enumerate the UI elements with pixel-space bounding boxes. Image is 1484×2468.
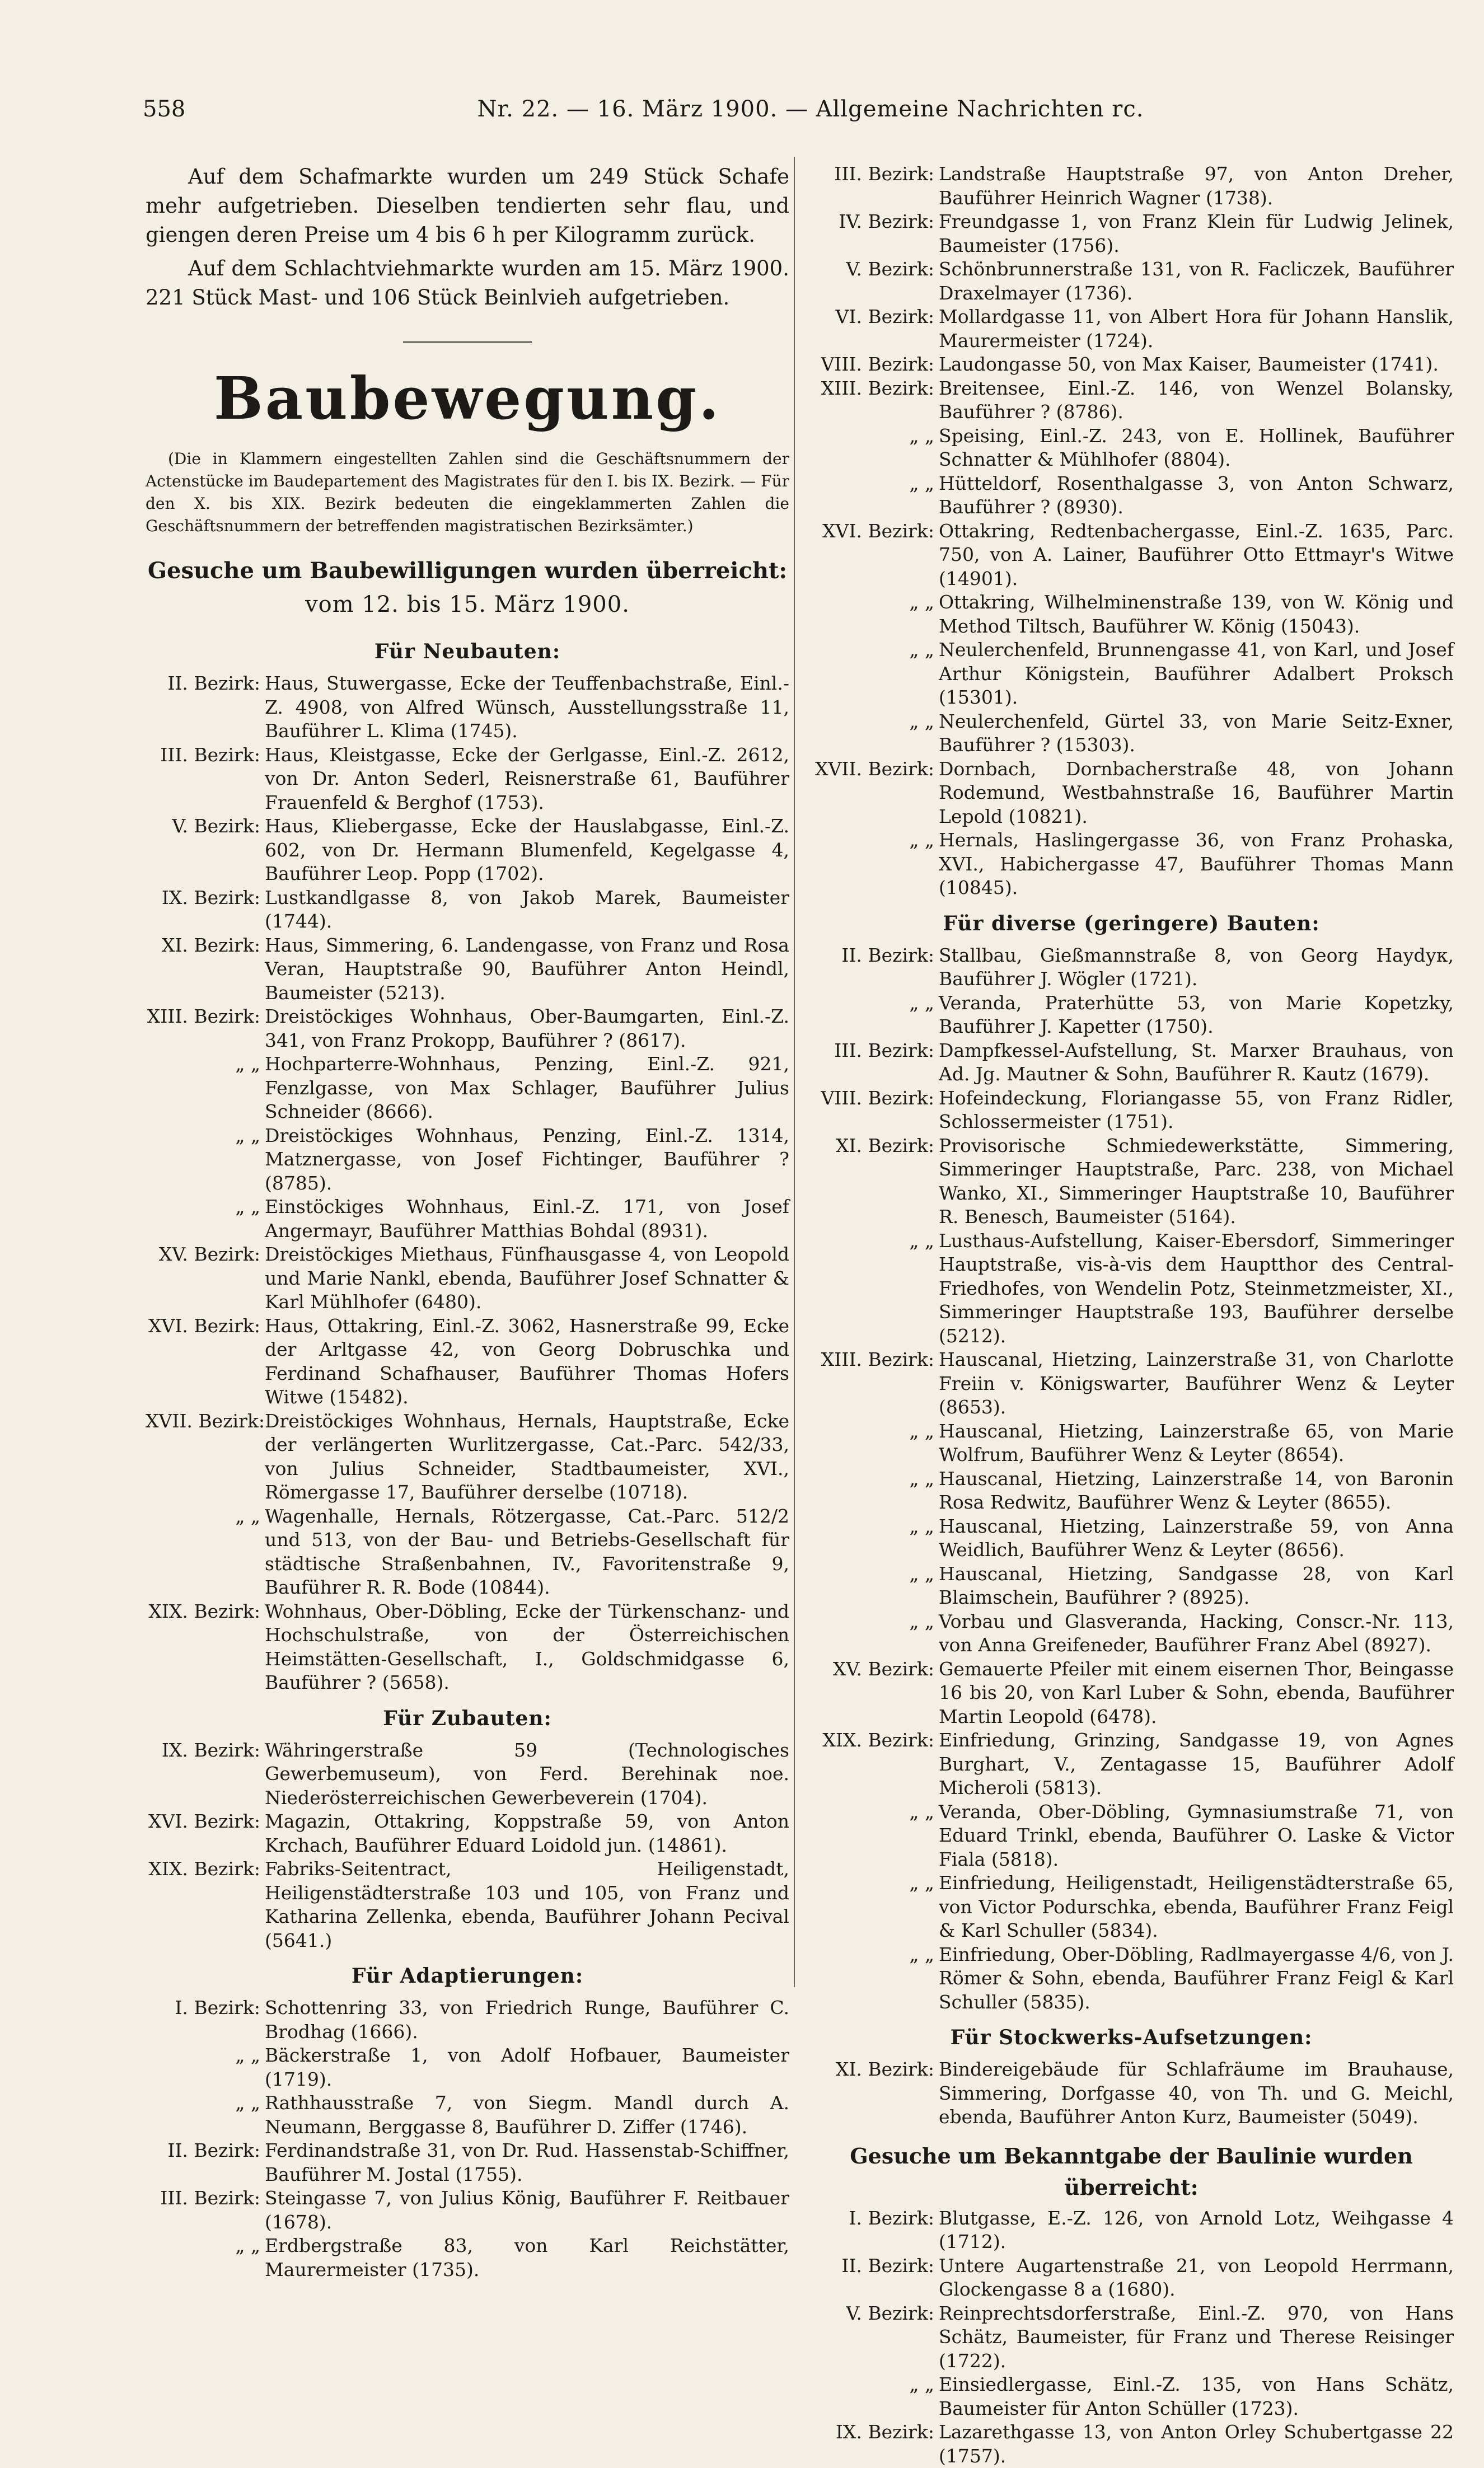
entry-text: Freundgasse 1, von Franz Klein für Ludwig Jelinek, Baumeister (1756). (939, 210, 1454, 257)
entry-text: Haus, Ottakring, Einl.-Z. 3062, Hasnerstraße 99, Ecke der Arltgasse 42, von Georg Dobruschka und Ferdinand Schafhauser, Bauführer Thomas Hofers Witwe (15482). (265, 1314, 789, 1409)
entry-text: Ferdinandstraße 31, von Dr. Rud. Hassenstab-Schiffner, Bauführer M. Jostal (1755). (265, 2139, 789, 2186)
district-label: XIX. Bezirk: (809, 1729, 939, 1753)
entry-text: Währingerstraße 59 (Technologisches Gewerbemuseum), von Ferd. Berehinak noe. Niederösterreichischen Gewerbeverein (1704). (265, 1739, 789, 1810)
district-label: II. Bezirk: (146, 672, 265, 696)
list-item (809, 2207, 1454, 2254)
entry-text: Neulerchenfeld, Brunnengasse 41, von Karl, und Josef Arthur Königstein, Bauführer Adalbert Proksch (15301). (939, 638, 1454, 710)
list-item (146, 2234, 789, 2282)
district-label: V. Bezirk: (146, 814, 265, 839)
list-item (146, 886, 789, 934)
list-item (809, 757, 1454, 829)
list-item (146, 934, 789, 1005)
district-label: „ „ (809, 991, 939, 1015)
entry-text: Haus, Stuwergasse, Ecke der Teuffenbachstraße, Einl.-Z. 4908, von Alfred Wünsch, Ausstellungsstraße 11, Bauführer L. Klima (1745). (265, 672, 789, 743)
district-label: XIII. Bezirk: (809, 1348, 939, 1372)
list-item (146, 1052, 789, 1124)
entry-text: Breitensee, Einl.-Z. 146, von Wenzel Bolansky, Bauführer ? (8786). (939, 377, 1454, 424)
district-label: IV. Bezirk: (809, 210, 939, 234)
district-label: I. Bezirk: (809, 2207, 939, 2231)
entry-text: Hauscanal, Hietzing, Lainzerstraße 65, von Marie Wolfrum, Bauführer Wenz & Leyter (8654). (939, 1420, 1454, 1467)
entry-text: Reinprechtsdorferstraße, Einl.-Z. 970, von Hans Schätz, Baumeister, für Franz und Therese Reisinger (1722). (939, 2302, 1454, 2373)
district-label: VIII. Bezirk: (809, 353, 939, 377)
list-item (146, 1005, 789, 1052)
district-label: „ „ (146, 2234, 265, 2258)
district-label: II. Bezirk: (146, 2139, 265, 2163)
list-item (146, 1739, 789, 1810)
district-label: „ „ (146, 1124, 265, 1148)
list-item (809, 472, 1454, 519)
entry-text: Wohnhaus, Ober-Döbling, Ecke der Türkenschanz- und Hochschulstraße, von der Österreichischen Heimstätten-Gesellschaft, I., Goldschmidgasse 6, Bauführer ? (5658). (265, 1600, 789, 1695)
entry-text: Dreistöckiges Wohnhaus, Penzing, Einl.-Z. 1314, Matznergasse, von Josef Fichtinger, Bauführer ? (8785). (265, 1124, 789, 1196)
district-label: III. Bezirk: (146, 743, 265, 767)
subsection-heading-neubauten: Für Neubauten: (146, 637, 789, 666)
page-header (143, 84, 1372, 134)
entry-text: Hauscanal, Hietzing, Lainzerstraße 59, von Anna Weidlich, Bauführer Wenz & Leyter (8656). (939, 1515, 1454, 1562)
district-label: „ „ (809, 424, 939, 448)
entry-text: Bindereigebäude für Schlafräume im Brauhause, Simmering, Dorfgasse 40, von Th. und G. Meichl, ebenda, Bauführer Anton Kurz, Baumeister (5049). (939, 2058, 1454, 2129)
list-item (809, 591, 1454, 638)
entry-text: Dreistöckiges Miethaus, Fünfhausgasse 4, von Leopold und Marie Nankl, ebenda, Bauführer Josef Schnatter & Karl Mühlhofer (6480). (265, 1243, 789, 1314)
entry-text: Schottenring 33, von Friedrich Runge, Bauführer C. Brodhag (1666). (265, 1996, 789, 2044)
subsection-heading-diverse: Für diverse (geringere) Bauten: (809, 909, 1454, 938)
district-label: „ „ (809, 1229, 939, 1253)
entry-text: Dornbach, Dornbacherstraße 48, von Johann Rodemund, Westbahnstraße 16, Bauführer Martin Lepold (10821). (939, 757, 1454, 829)
district-label: „ „ (809, 1800, 939, 1824)
entry-text: Untere Augartenstraße 21, von Leopold Herrmann, Glockengasse 8 a (1680). (939, 2254, 1454, 2302)
entry-text: Dreistöckiges Wohnhaus, Hernals, Hauptstraße, Ecke der verlängerten Wurlitzergasse, Cat.-Parc. 542/33, von Julius Schneider, Stadtbaumeister, XVI., Römergasse 17, Bauführer derselbe (10718). (265, 1409, 789, 1505)
entry-text: Einfriedung, Ober-Döbling, Radlmayergasse 4/6, von J. Römer & Sohn, ebenda, Bauführer Franz Feigl & Karl Schuller (5835). (939, 1943, 1454, 2015)
entry-text: Einsiedlergasse, Einl.-Z. 135, von Hans Schätz, Baumeister für Anton Schüller (1723). (939, 2373, 1454, 2420)
list-item (146, 1124, 789, 1196)
zubauten-list (146, 1739, 789, 1953)
district-label: „ „ (146, 2091, 265, 2115)
district-label: IX. Bezirk: (809, 2420, 939, 2444)
entry-text: Steingasse 7, von Julius König, Bauführer F. Reitbauer (1678). (265, 2186, 789, 2234)
list-item (809, 519, 1454, 591)
district-label: XIX. Bezirk: (146, 1857, 265, 1881)
district-label: „ „ (809, 828, 939, 853)
list-item (146, 1409, 789, 1505)
district-label: XVI. Bezirk: (809, 519, 939, 544)
entry-text: Lustkandlgasse 8, von Jakob Marek, Baumeister (1744). (265, 886, 789, 934)
entry-text: Hernals, Haslingergasse 36, von Franz Prohaska, XVI., Habichergasse 47, Bauführer Thomas Mann (10845). (939, 828, 1454, 900)
district-label: XIX. Bezirk: (146, 1600, 265, 1624)
list-item (809, 2420, 1454, 2468)
list-item (146, 743, 789, 815)
entry-text: Gemauerte Pfeiler mit einem eisernen Thor, Beingasse 16 bis 20, von Karl Luber & Sohn, ebenda, Bauführer Martin Leopold (6478). (939, 1657, 1454, 1729)
left-column (146, 162, 789, 1964)
district-label: „ „ (809, 2373, 939, 2397)
district-label: „ „ (809, 1420, 939, 1444)
entry-text: Magazin, Ottakring, Koppstraße 59, von Anton Krchach, Bauführer Eduard Loidold jun. (14861). (265, 1810, 789, 1857)
list-item (809, 424, 1454, 472)
entry-text: Lazarethgasse 13, von Anton Orley Schubertgasse 22 (1757). (939, 2420, 1454, 2468)
page-number: 558 (143, 96, 249, 122)
district-label: „ „ (809, 1871, 939, 1895)
list-item (809, 828, 1454, 900)
list-item (809, 1134, 1454, 1229)
district-label: XIII. Bezirk: (146, 1005, 265, 1029)
adaptierungen-continued-list (809, 162, 1454, 900)
entry-text: Hütteldorf, Rosenthalgasse 3, von Anton Schwarz, Bauführer ? (8930). (939, 472, 1454, 519)
list-item (809, 1420, 1454, 1467)
list-item (809, 1515, 1454, 1562)
entry-text: Wagenhalle, Hernals, Rötzergasse, Cat.-Parc. 512/2 und 513, von der Bau- und Betriebs-Gesellschaft für städtische Straßenbahnen, IV., Favoritenstraße 9, Bauführer R. R. Bode (10844). (265, 1505, 789, 1600)
entry-text: Hochparterre-Wohnhaus, Penzing, Einl.-Z. 921, Fenzlgasse, von Max Schlager, Bauführer Julius Schneider (8666). (265, 1052, 789, 1124)
diverse-list (809, 944, 1454, 2015)
district-label: „ „ (809, 472, 939, 496)
right-column (809, 162, 1454, 1964)
section-divider (403, 341, 532, 343)
entry-text: Hauscanal, Hietzing, Lainzerstraße 31, von Charlotte Freiin v. Königswarter, Bauführer Wenz & Leyter (8653). (939, 1348, 1454, 1420)
neubauten-list (146, 672, 789, 1695)
list-item (809, 1729, 1454, 1800)
entry-text: Provisorische Schmiedewerkstätte, Simmering, Simmeringer Hauptstraße, Parc. 238, von Michael Wanko, XI., Simmeringer Hauptstraße 10, Bauführer R. Benesch, Baumeister (5164). (939, 1134, 1454, 1229)
list-item (146, 1195, 789, 1243)
list-item (146, 1243, 789, 1314)
entry-text: Hofeindeckung, Floriangasse 55, von Franz Ridler, Schlossermeister (1751). (939, 1087, 1454, 1134)
entry-text: Haus, Kleistgasse, Ecke der Gerlgasse, Einl.-Z. 2612, von Dr. Anton Sederl, Reisnerstraße 61, Bauführer Frauenfeld & Berghof (1753). (265, 743, 789, 815)
district-label: „ „ (146, 1195, 265, 1219)
list-item (809, 2254, 1454, 2302)
list-item (809, 1610, 1454, 1657)
list-item (809, 2373, 1454, 2420)
baulinie-list (809, 2207, 1454, 2468)
list-item (809, 991, 1454, 1039)
entry-text: Vorbau und Glasveranda, Hacking, Conscr.-Nr. 113, von Anna Greifeneder, Bauführer Franz Abel (8927). (939, 1610, 1454, 1657)
entry-text: Bäckerstraße 1, von Adolf Hofbauer, Baumeister (1719). (265, 2044, 789, 2091)
entry-text: Landstraße Hauptstraße 97, von Anton Dreher, Bauführer Heinrich Wagner (1738). (939, 162, 1454, 210)
entry-text: Stallbau, Gießmannstraße 8, von Georg Haydук, Bauführer J. Wögler (1721). (939, 944, 1454, 991)
section-heading: Gesuche um Baubewilligungen wurden überreicht: (146, 555, 789, 587)
entry-text: Veranda, Praterhütte 53, von Marie Kopetzky, Bauführer J. Kapetter (1750). (939, 991, 1454, 1039)
section-title: Baubewegung. (146, 365, 789, 432)
list-item (146, 2139, 789, 2186)
column-divider (794, 157, 795, 1987)
district-label: VIII. Bezirk: (809, 1087, 939, 1111)
list-item (146, 2091, 789, 2139)
district-label: „ „ (809, 591, 939, 615)
intro-paragraph: Auf dem Schafmarkte wurden um 249 Stück Schafe mehr aufgetrieben. Dieselben tendierten sehr flau, und giengen deren Preise um 4 bis 6 h per Kilogramm zurück. (146, 162, 789, 250)
district-label: „ „ (809, 1467, 939, 1491)
entry-text: Ottakring, Wilhelminenstraße 139, von W. König und Method Tiltsch, Bauführer W. König (15043). (939, 591, 1454, 638)
list-item (809, 2058, 1454, 2129)
list-item (146, 1314, 789, 1409)
district-label: „ „ (809, 710, 939, 734)
district-label: XIII. Bezirk: (809, 377, 939, 401)
list-item (809, 305, 1454, 353)
list-item (809, 710, 1454, 757)
list-item (809, 257, 1454, 305)
entry-text: Dreistöckiges Wohnhaus, Ober-Baumgarten, Einl.-Z. 341, von Franz Prokopp, Bauführer ? (8617). (265, 1005, 789, 1052)
district-label: „ „ (809, 1562, 939, 1586)
intro-paragraph: Auf dem Schlachtviehmarkte wurden am 15. März 1900. 221 Stück Mast- und 106 Stück Beinlvieh aufgetrieben. (146, 254, 789, 312)
district-label: I. Bezirk: (146, 1996, 265, 2020)
district-label: „ „ (146, 2044, 265, 2068)
list-item (146, 1857, 789, 1952)
list-item (809, 377, 1454, 424)
district-label: XI. Bezirk: (146, 934, 265, 958)
entry-text: Mollardgasse 11, von Albert Hora für Johann Hanslik, Maurermeister (1724). (939, 305, 1454, 353)
district-label: XI. Bezirk: (809, 1134, 939, 1158)
entry-text: Lusthaus-Aufstellung, Kaiser-Ebersdorf, Simmeringer Hauptstraße, vis-à-vis dem Hauptthor des Central-Friedhofes, von Wendelin Potz, Steinmetzmeister, XI., Simmeringer Hauptstraße 193, Bauführer derselbe (5212). (939, 1229, 1454, 1348)
district-label: VI. Bezirk: (809, 305, 939, 329)
subsection-heading-adaptierungen: Für Adaptierungen: (146, 1961, 789, 1991)
list-item (809, 1871, 1454, 1943)
district-label: II. Bezirk: (809, 2254, 939, 2278)
explanatory-note: (Die in Klammern eingestellten Zahlen sind die Geschäftsnummern der Actenstücke im Baudepartement des Magistrates für den I. bis IX. Bezirk. — Für den X. bis XIX. Bezirk bedeuten die eingeklammerten Zahlen die Geschäftsnummern der betreffenden magistratischen Bezirksämter.) (146, 448, 789, 537)
list-item (809, 638, 1454, 710)
entry-text: Haus, Kliebergasse, Ecke der Hauslabgasse, Einl.-Z. 602, von Dr. Hermann Blumenfeld, Kegelgasse 4, Bauführer Leop. Popp (1702). (265, 814, 789, 886)
list-item (146, 1600, 789, 1695)
entry-text: Hauscanal, Hietzing, Lainzerstraße 14, von Baronin Rosa Redwitz, Bauführer Wenz & Leyter (8655). (939, 1467, 1454, 1515)
list-item (809, 1229, 1454, 1348)
entry-text: Rathhausstraße 7, von Siegm. Mandl durch A. Neumann, Berggasse 8, Bauführer D. Ziffer (1746). (265, 2091, 789, 2139)
district-label: V. Bezirk: (809, 2302, 939, 2326)
list-item (809, 1467, 1454, 1515)
list-item (809, 1657, 1454, 1729)
entry-text: Blutgasse, E.-Z. 126, von Arnold Lotz, Weihgasse 4 (1712). (939, 2207, 1454, 2254)
entry-text: Fabriks-Seitentract, Heiligenstadt, Heiligenstädterstraße 103 und 105, von Franz und Katharina Zellenka, ebenda, Bauführer Johann Pecival (5641.) (265, 1857, 789, 1952)
entry-text: Schönbrunnerstraße 131, von R. Facliczek, Bauführer Draxelmayer (1736). (939, 257, 1454, 305)
list-item (146, 2186, 789, 2234)
list-item (809, 210, 1454, 257)
entry-text: Hauscanal, Hietzing, Sandgasse 28, von Karl Blaimschein, Bauführer ? (8925). (939, 1562, 1454, 1610)
list-item (146, 1810, 789, 1857)
entry-text: Erdbergstraße 83, von Karl Reichstätter, Maurermeister (1735). (265, 2234, 789, 2282)
list-item (809, 944, 1454, 991)
district-label: XVII. Bezirk: (146, 1409, 265, 1434)
list-item (146, 1996, 789, 2044)
entry-text: Einfriedung, Heiligenstadt, Heiligenstädterstraße 65, von Victor Podurschka, ebenda, Bauführer Franz Feigl & Karl Schuller (5834). (939, 1871, 1454, 1943)
entry-text: Neulerchenfeld, Gürtel 33, von Marie Seitz-Exner, Bauführer ? (15303). (939, 710, 1454, 757)
list-item (809, 1087, 1454, 1134)
subsection-heading-stockwerke: Für Stockwerks-Aufsetzungen: (809, 2023, 1454, 2052)
running-head: Nr. 22. — 16. März 1900. — Allgemeine Nachrichten rc. (249, 96, 1372, 122)
list-item (809, 1562, 1454, 1610)
entry-text: Ottakring, Redtenbachergasse, Einl.-Z. 1635, Parc. 750, von A. Lainer, Bauführer Otto Ettmayr's Witwe (14901). (939, 519, 1454, 591)
district-label: „ „ (809, 1515, 939, 1539)
district-label: „ „ (809, 1610, 939, 1634)
district-label: XV. Bezirk: (146, 1243, 265, 1267)
district-label: III. Bezirk: (146, 2186, 265, 2211)
entry-text: Einstöckiges Wohnhaus, Einl.-Z. 171, von Josef Angermayr, Bauführer Matthias Bohdal (8931). (265, 1195, 789, 1243)
entry-text: Laudongasse 50, von Max Kaiser, Baumeister (1741). (939, 353, 1454, 377)
district-label: „ „ (146, 1052, 265, 1076)
list-item (146, 2044, 789, 2091)
district-label: „ „ (809, 638, 939, 662)
district-label: XV. Bezirk: (809, 1657, 939, 1682)
entry-text: Einfriedung, Grinzing, Sandgasse 19, von Agnes Burghart, V., Zentagasse 15, Bauführer Adolf Micheroli (5813). (939, 1729, 1454, 1800)
entry-text: Speising, Einl.-Z. 243, von E. Hollinek, Bauführer Schnatter & Mühlhofer (8804). (939, 424, 1454, 472)
list-item (146, 1505, 789, 1600)
district-label: V. Bezirk: (809, 257, 939, 282)
list-item (809, 162, 1454, 210)
section-date-range: vom 12. bis 15. März 1900. (146, 589, 789, 620)
list-item (809, 1039, 1454, 1087)
subsection-heading-zubauten: Für Zubauten: (146, 1704, 789, 1733)
district-label: III. Bezirk: (809, 162, 939, 186)
district-label: „ „ (146, 1505, 265, 1529)
list-item (809, 1943, 1454, 2015)
list-item (809, 1800, 1454, 1872)
entry-text: Haus, Simmering, 6. Landengasse, von Franz und Rosa Veran, Hauptstraße 90, Bauführer Anton Heindl, Baumeister (5213). (265, 934, 789, 1005)
entry-text: Dampfkessel-Aufstellung, St. Marxer Brauhaus, von Ad. Jg. Mautner & Sohn, Bauführer R. Kautz (1679). (939, 1039, 1454, 1087)
section-heading-baulinie: Gesuche um Bekanntgabe der Baulinie wurden überreicht: (809, 2141, 1454, 2203)
district-label: III. Bezirk: (809, 1039, 939, 1063)
list-item (809, 1348, 1454, 1420)
district-label: II. Bezirk: (809, 944, 939, 968)
district-label: „ „ (809, 1943, 939, 1967)
list-item (809, 353, 1454, 377)
stockwerke-list (809, 2058, 1454, 2129)
district-label: IX. Bezirk: (146, 886, 265, 910)
adaptierungen-list (146, 1996, 789, 2282)
district-label: IX. Bezirk: (146, 1739, 265, 1763)
entry-text: Veranda, Ober-Döbling, Gymnasiumstraße 71, von Eduard Trinkl, ebenda, Bauführer O. Laske & Victor Fiala (5818). (939, 1800, 1454, 1872)
list-item (809, 2302, 1454, 2373)
district-label: XI. Bezirk: (809, 2058, 939, 2082)
district-label: XVII. Bezirk: (809, 757, 939, 781)
list-item (146, 672, 789, 743)
district-label: XVI. Bezirk: (146, 1810, 265, 1834)
list-item (146, 814, 789, 886)
district-label: XVI. Bezirk: (146, 1314, 265, 1338)
